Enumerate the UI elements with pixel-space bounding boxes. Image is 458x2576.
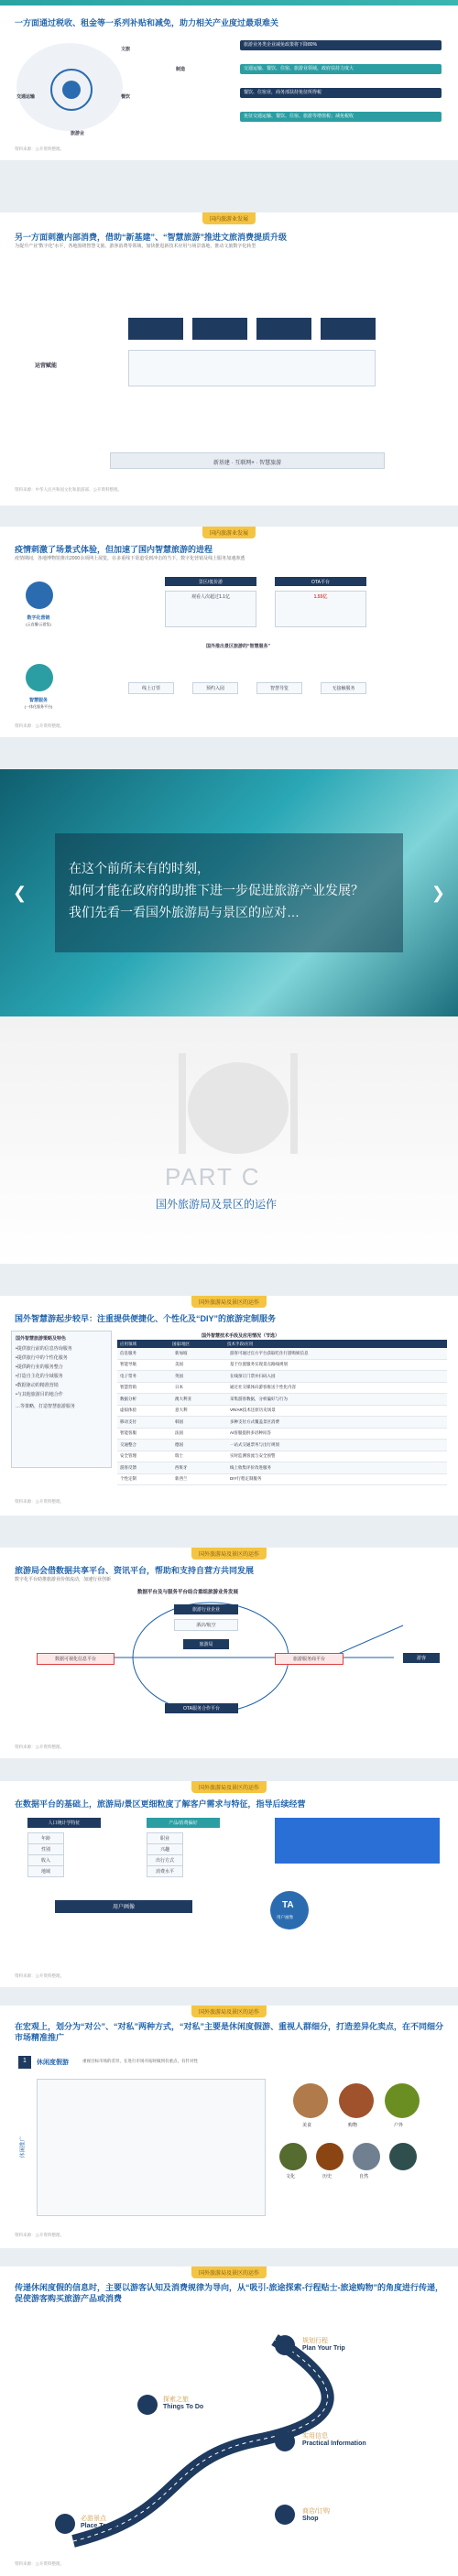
- source-note: 资料来源：中华人民共和国文化和旅游部、公开资料整理。: [15, 487, 122, 492]
- table-row: [117, 1371, 447, 1383]
- photo-2: [339, 2083, 374, 2118]
- node-bureau: 旅游局: [183, 1639, 229, 1649]
- mid-label: 国外推出景区旅游的“智慧服务”: [205, 644, 270, 649]
- flow-box-2: [192, 318, 247, 340]
- col2-stat: 1.55亿: [275, 591, 366, 627]
- block-text: 重视目标市场的差异，在进行市场开拓时做到有重点、有针对性: [82, 2059, 198, 2063]
- table-row: [117, 1417, 447, 1429]
- table-cell: 智能客服: [120, 1430, 136, 1436]
- browser-mock: [275, 1818, 440, 1864]
- col-head: 国家/地区: [172, 1341, 191, 1346]
- hero-line-1: 在这个前所未有的时刻，: [69, 861, 210, 875]
- prev-arrow-icon[interactable]: ❮: [13, 884, 27, 902]
- table-cell: 瑞士: [175, 1453, 183, 1459]
- tag-1: 年龄: [27, 1832, 64, 1844]
- photo-5: [316, 2143, 344, 2170]
- bottom-bar: 新基建 · 互联网+ · 智慧旅游: [110, 452, 385, 469]
- photo-label-6: 自然: [359, 2174, 369, 2179]
- step-1-badge: [275, 2335, 295, 2355]
- left-head: 人口统计学特征: [27, 1818, 101, 1828]
- photo-6: [353, 2143, 380, 2170]
- world-map-graphic: [15, 37, 125, 137]
- source-note: 资料来源：公开资料整理。: [15, 723, 64, 728]
- strategy-title: 国外智慧旅游策略及特色: [16, 1336, 67, 1342]
- strategy-item: •数据驱动的精准营销: [16, 1383, 59, 1388]
- strategy-item: •打造自主化的全域服务: [16, 1374, 63, 1379]
- part-title: 国外旅游局及景区的运作: [156, 1198, 278, 1211]
- source-note: 资料来源：公开资料整理。: [15, 1745, 64, 1749]
- label-transport: 交通运输: [16, 94, 36, 100]
- table-cell: AI客服提供多语种问答: [230, 1430, 271, 1436]
- table-cell: 通过社交媒体向游客推送个性化内容: [230, 1385, 296, 1390]
- section-title: 国外智慧游起步较早：注重提供便捷化、个性化及“DIY”的旅游定制服务: [15, 1314, 277, 1323]
- step-3-en: Practical Information: [302, 2440, 366, 2447]
- col1-stat: 观看人次超过1.1亿: [165, 591, 256, 627]
- section-title: 一方面通过税收、租金等一系列补贴和减免，助力相关产业度过最艰难关: [15, 18, 279, 27]
- node-service-platform: 旅游服务商平台: [275, 1653, 344, 1665]
- section-smart-tourism: [0, 212, 458, 505]
- table-cell: 线上收集评价改进服务: [230, 1464, 271, 1470]
- flow-box-3: [256, 318, 311, 340]
- section-title: 在宏观上，划分为“对公”、“对私”两种方式，“对私”主要是休闲度假游、重视人群细分，打造差异化卖点，在不同细分市场精准推广: [15, 2022, 444, 2042]
- callout-3: 餐饮、住宿业，商务部扶持免征所得税: [240, 88, 442, 98]
- source-note: 资料来源：公开资料整理。: [15, 1973, 64, 1978]
- strategy-item: •与其他旅游目的地合作: [16, 1392, 63, 1397]
- source-note: 资料来源：公开资料整理。: [15, 147, 64, 151]
- step-2-cn: 探索之旅: [163, 2397, 189, 2403]
- step-5-badge: [275, 2505, 295, 2525]
- table-cell: 安全管理: [120, 1453, 136, 1459]
- callout-4: 免征交通运输、餐饮、住宿、旅游等增值税；减免税收: [240, 112, 442, 122]
- section-subtitle: 为提升产业“数字化”水平，各地围绕智慧文旅、游客消费等领域，加快推进新技术应用与场景落地，推动文旅数字化转型: [15, 244, 256, 249]
- strategy-item: •提供旅行中的个性化服务: [16, 1355, 68, 1361]
- ops-enable-label: 运营赋能: [34, 364, 57, 369]
- source-note: 资料来源：公开资料整理。: [15, 2233, 64, 2237]
- col-head: 应用领域: [120, 1341, 136, 1346]
- label-manufacturing: 制造: [176, 67, 186, 72]
- left-bottom-sub: (一体化服务平台): [24, 704, 53, 709]
- photo-7: [389, 2143, 417, 2170]
- right-head: 产品/消费偏好: [147, 1818, 220, 1828]
- node-ota: OTA服务合作平台: [165, 1703, 238, 1713]
- step-3-cn: 实用信息: [302, 2433, 328, 2440]
- photo-label-4: 文化: [286, 2174, 296, 2179]
- photo-4: [279, 2143, 307, 2170]
- tag-6: 兴趣: [147, 1843, 183, 1855]
- table-cell: 新加坡: [175, 1350, 188, 1355]
- diagram-title: 数据平台及与服务平台结合重组旅游业务发展: [137, 1590, 239, 1595]
- callout-2: 交通运输、餐饮、住宿、旅游业领域，政府扶持力度大: [240, 64, 442, 74]
- section-policy-relief: [0, 0, 458, 160]
- table-cell: 在线预订门票并扫码入园: [230, 1373, 276, 1378]
- col2-head: OTA平台: [275, 577, 366, 586]
- node-tourist: 游客: [403, 1653, 440, 1663]
- strategy-panel: [11, 1331, 112, 1468]
- hero-line-2: 如何才能在政府的助推下进一步促进旅游产业发展？: [69, 883, 364, 897]
- section-subtitle: 疫情期间，各地博物馆推出2000余项网上展览，在多重线下渠道受到冲击的当下，数字化营销及线上服务加速渗透: [15, 556, 245, 561]
- table-cell: 基于位置服务实现景点路线规划: [230, 1362, 288, 1367]
- table-row: [117, 1383, 447, 1395]
- table-cell: 移动支付: [120, 1418, 136, 1424]
- tag-7: 出行方式: [147, 1854, 183, 1866]
- block-title: 休闲度假游: [37, 2060, 69, 2066]
- table-row: [117, 1429, 447, 1440]
- table-row: [117, 1394, 447, 1406]
- tag-2: 性别: [27, 1843, 64, 1855]
- section-foreign-smart: [0, 1296, 458, 1516]
- table-cell: 虚拟体验: [120, 1408, 136, 1413]
- ta-sub: 用户画像: [277, 1915, 293, 1919]
- label-catering: 餐饮: [121, 94, 131, 100]
- section-pandemic-digital: [0, 527, 458, 737]
- step-4-cn: 必游景点: [81, 2516, 106, 2522]
- section-title: 另一方面刺激内部消费，借助“新基建”、“智慧旅游”推进文旅消费提质升级: [15, 233, 288, 242]
- source-note: 资料来源：公开资料整理。: [15, 1499, 64, 1504]
- flow-box-4: [321, 318, 376, 340]
- strategy-item: •提供跨行业的服务整合: [16, 1364, 63, 1370]
- table-cell: 个性定制: [120, 1476, 136, 1482]
- flow-step-2: 预约入园: [192, 682, 238, 694]
- col1-head: 景区/低价游: [165, 577, 256, 586]
- table-cell: 一站式交通票务与出行规划: [230, 1441, 279, 1447]
- table-row: [117, 1451, 447, 1463]
- section-tag: 国内旅游业发展: [202, 212, 256, 224]
- table-row: [117, 1348, 447, 1360]
- left-top-label: 数字化营销: [27, 615, 50, 621]
- photo-3: [385, 2083, 420, 2118]
- source-note: 资料来源：公开资料整理。: [15, 2561, 64, 2566]
- hero-banner: [0, 769, 458, 1016]
- tag-5: 职业: [147, 1832, 183, 1844]
- section-leisure: [0, 2005, 458, 2248]
- step-1-cn: 规划行程: [302, 2338, 328, 2344]
- step-2-badge: [137, 2395, 158, 2415]
- left-bottom-label: 智慧服务: [28, 698, 48, 703]
- section-subtitle: 数字化平台助推旅游业价值流动，加速行业创新: [15, 1577, 112, 1582]
- step-1-en: Plan Your Trip: [302, 2345, 345, 2352]
- strategy-item: •提供旅行前的信息咨询服务: [16, 1346, 72, 1352]
- section-title: 传递休闲度假的信息时，主要以游客认知及消费规律为导向，从“吸引-旅途探索-行程贴士-旅途购物”的角度进行传递，促使游客购买旅游产品或消费: [15, 2283, 443, 2303]
- profile-center: 用户画像: [55, 1900, 192, 1913]
- ta-badge: [270, 1891, 309, 1929]
- next-arrow-icon[interactable]: ❯: [431, 884, 445, 902]
- flow-step-3: 智慧导览: [256, 682, 302, 694]
- table-cell: 西班牙: [175, 1464, 188, 1470]
- label-culture: 文旅: [121, 47, 131, 52]
- table-cell: 日本: [175, 1385, 183, 1390]
- tag-4: 地域: [27, 1865, 64, 1877]
- step-4-en: Place To Go: [81, 2523, 117, 2529]
- table-cell: 法国: [175, 1430, 183, 1436]
- table-row: [117, 1406, 447, 1418]
- photo-label-2: 购物: [348, 2123, 358, 2128]
- node-data-platform: 数据可视化信息平台: [37, 1653, 114, 1665]
- node-industry: 旅游行业企业: [174, 1604, 238, 1614]
- step-5-en: Shop: [302, 2516, 319, 2522]
- table-row: [117, 1462, 447, 1474]
- digital-marketing-icon: [26, 582, 53, 609]
- table-cell: 意大利: [175, 1408, 188, 1413]
- section-title: 旅游局会借数据共享平台、资讯平台，帮助和支持自营方共同发展: [15, 1566, 255, 1575]
- block-num: 1: [18, 2056, 31, 2069]
- section-user-profile: [0, 1781, 458, 1987]
- table-cell: 英国: [175, 1373, 183, 1378]
- table-cell: 实时监测客流与安全预警: [230, 1453, 276, 1459]
- step-5-cn: 商店/订购: [302, 2508, 330, 2515]
- photo-label-1: 美食: [302, 2123, 312, 2128]
- table-row: [117, 1474, 447, 1486]
- photo-label-5: 历史: [322, 2174, 333, 2179]
- table-cell: 数据分析: [120, 1396, 136, 1401]
- table-cell: 智慧营销: [120, 1385, 136, 1390]
- ta-label: TA: [282, 1900, 294, 1910]
- section-tag: 国外旅游局及景区的运作: [191, 2005, 267, 2017]
- leisure-text-panel: [37, 2079, 266, 2216]
- table-cell: 采集游客数据，分析偏好与行为: [230, 1396, 288, 1401]
- table-cell: DIY行程定制服务: [230, 1476, 262, 1482]
- section-tag: 国外旅游局及景区的运作: [191, 1296, 267, 1308]
- section-tag: 国内旅游业发展: [202, 527, 256, 538]
- table-cell: 交通整合: [120, 1441, 136, 1447]
- flow-step-1: 线上订票: [128, 682, 174, 694]
- left-top-sub: (云直播/云游览): [26, 622, 51, 626]
- flow-box-1: [128, 318, 183, 340]
- table-cell: 德国: [175, 1441, 183, 1447]
- section-data-platform: [0, 1548, 458, 1758]
- table-cell: 信息服务: [120, 1350, 136, 1355]
- section-tag: 国外旅游局及景区的运作: [191, 1548, 267, 1560]
- table-header: [117, 1340, 447, 1348]
- section-title: 在数据平台的基础上，旅游局/景区更细粒度了解客户需求与特征，指导后续经营: [15, 1799, 306, 1809]
- callout-1: 旅游业务类企业减免政策将下降80%: [240, 40, 442, 50]
- tag-8: 消费水平: [147, 1865, 183, 1877]
- table-cell: 韩国: [175, 1418, 183, 1424]
- photo-label-3: 户外: [394, 2123, 404, 2128]
- table-row: [117, 1360, 447, 1372]
- step-4-badge: [55, 2514, 75, 2534]
- table-body: [117, 1348, 447, 1485]
- section-title: 疫情刺激了场景式体验，但加速了国内智慧旅游的进程: [15, 545, 213, 554]
- table-cell: 美国: [175, 1362, 183, 1367]
- part-label: PART C: [165, 1163, 261, 1190]
- table-cell: 智能导航: [120, 1362, 136, 1367]
- flow-box-5: [128, 350, 376, 386]
- col-head: 技术手段/应用: [227, 1341, 254, 1346]
- smart-service-icon: [26, 664, 53, 691]
- table-row: [117, 1440, 447, 1451]
- table-cell: 新西兰: [175, 1476, 188, 1482]
- table-cell: VR/AR技术还原历史场景: [230, 1408, 276, 1413]
- section-journey: [0, 2266, 458, 2576]
- tag-3: 收入: [27, 1854, 64, 1866]
- side-label: 休闲推广: [20, 2136, 27, 2158]
- strategy-note: …等策略，打造智慧旅游服务: [16, 1404, 76, 1409]
- table-cell: 游客可通过官方平台获取吃住行游购娱信息: [230, 1350, 309, 1355]
- table-cell: 澳大利亚: [175, 1396, 191, 1401]
- mosque-graphic: [165, 1035, 311, 1154]
- node-hotel: 酒店/航空: [174, 1619, 238, 1631]
- photo-1: [293, 2083, 328, 2118]
- step-3-badge: [275, 2431, 295, 2451]
- flow-step-4: 无接触服务: [321, 682, 366, 694]
- table-cell: 电子票务: [120, 1373, 136, 1378]
- step-2-en: Things To Do: [163, 2404, 204, 2410]
- label-tourism: 旅游业: [71, 131, 85, 136]
- table-cell: 多种支付方式覆盖景区消费: [230, 1418, 279, 1424]
- hero-line-3: 我们先看一看国外旅游局与景区的应对…: [69, 905, 300, 919]
- table-title: 国外智慧技术手段及应用情况（节选）: [202, 1333, 280, 1339]
- part-c-divider: [0, 1016, 458, 1264]
- section-tag: 国外旅游局及景区的运作: [191, 1781, 267, 1793]
- table-cell: 游客反馈: [120, 1464, 136, 1470]
- section-tag: 国外旅游局及景区的运作: [191, 2266, 267, 2278]
